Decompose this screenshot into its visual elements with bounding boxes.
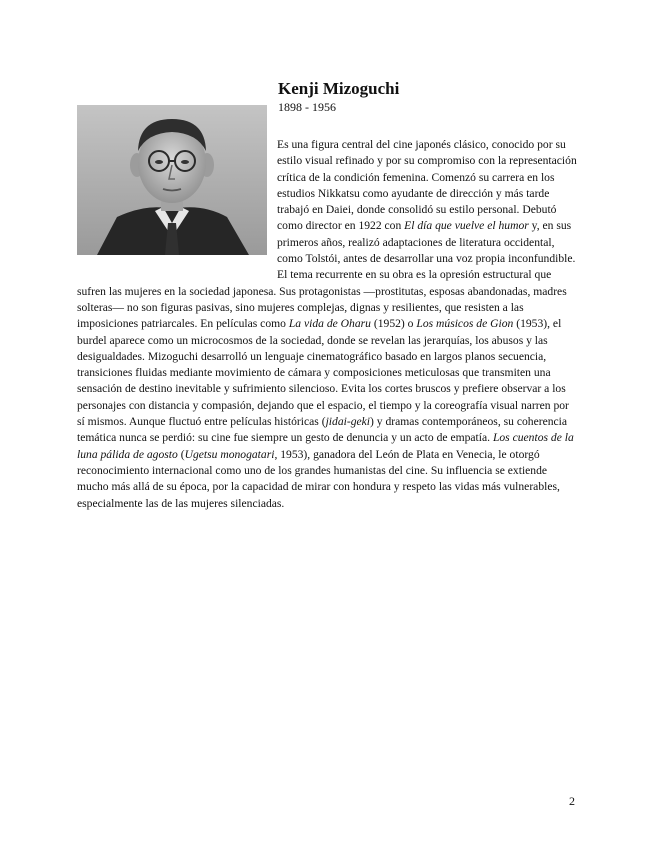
- page-number: 2: [569, 794, 575, 808]
- film-title: Los músicos de Gion: [416, 317, 514, 331]
- film-title: La vida de Oharu: [288, 317, 371, 331]
- page-title: Kenji Mizoguchi: [278, 79, 400, 98]
- biography-text: [77, 137, 579, 512]
- film-title: Los cuentos de la luna pálida de agosto: [77, 431, 574, 461]
- biography-paragraph: Es una figura central del cine japonés clásico, conocido por su estilo visual refinado y por su compromiso con la representación crítica de la condición femenina. Comenzó su carrera en los estudios Nikkatsu como ayudante de dirección y más tarde trabajó en Daiei, donde consolidó su estilo personal. Debutó como director en 1922 con El día que vuelve el humor y, en sus primeros años, realizó adaptaciones de literatura occidental, como Tolstói, antes de desarrollar una voz propia inconfundible. El tema recurrente en su obra es la opresión estructural que sufren las mujeres en la sociedad japonesa. Sus protagonistas —prostitutas, esposas abandonadas, madres solteras— no son figuras pasivas, sino mujeres complejas, dignas y resilientes, que resisten a las imposiciones patriarcales. En películas como La vida de Oharu (1952) o Los músicos de Gion (1953), el burdel aparece como un microcosmos de la sociedad, donde se revelan las jerarquías, los abusos y las desigualdades. Mizoguchi desarrolló un lenguaje cinematográfico basado en largos planos secuencia, transiciones fluidas mediante movimiento de cámara y composiciones meticulosas que transmiten una sensación de destino inevitable y sufrimiento silencioso. Evita los cortes bruscos y prefiere observar a los personajes con distancia y compasión, dejando que el espacio, el tiempo y la coreografía visual narren por sí mismos. Aunque fluctuó entre películas históricas (jidai-geki) y dramas contemporáneos, su coherencia temática nunca se perdió: su cine fue siempre un gesto de denuncia y un acto de empatía. Los cuentos de la luna pálida de agosto (Ugetsu monogatari, 1953), ganadora del León de Plata en Venecia, le otorgó reconocimiento internacional como uno de los grandes humanistas del cine. Su influencia se extiende mucho más allá de su época, por la capacidad de mirar con hondura y respeto las vidas más vulnerables, especialmente las de las mujeres silenciadas.: [77, 138, 577, 510]
- life-years: 1898 - 1956: [278, 100, 336, 114]
- film-title-japanese: Ugetsu monogatari: [184, 447, 275, 461]
- photo-wrap-spacer: [77, 137, 277, 272]
- film-title: El día que vuelve el humor: [404, 219, 529, 233]
- genre-term: jidai-geki: [325, 415, 371, 429]
